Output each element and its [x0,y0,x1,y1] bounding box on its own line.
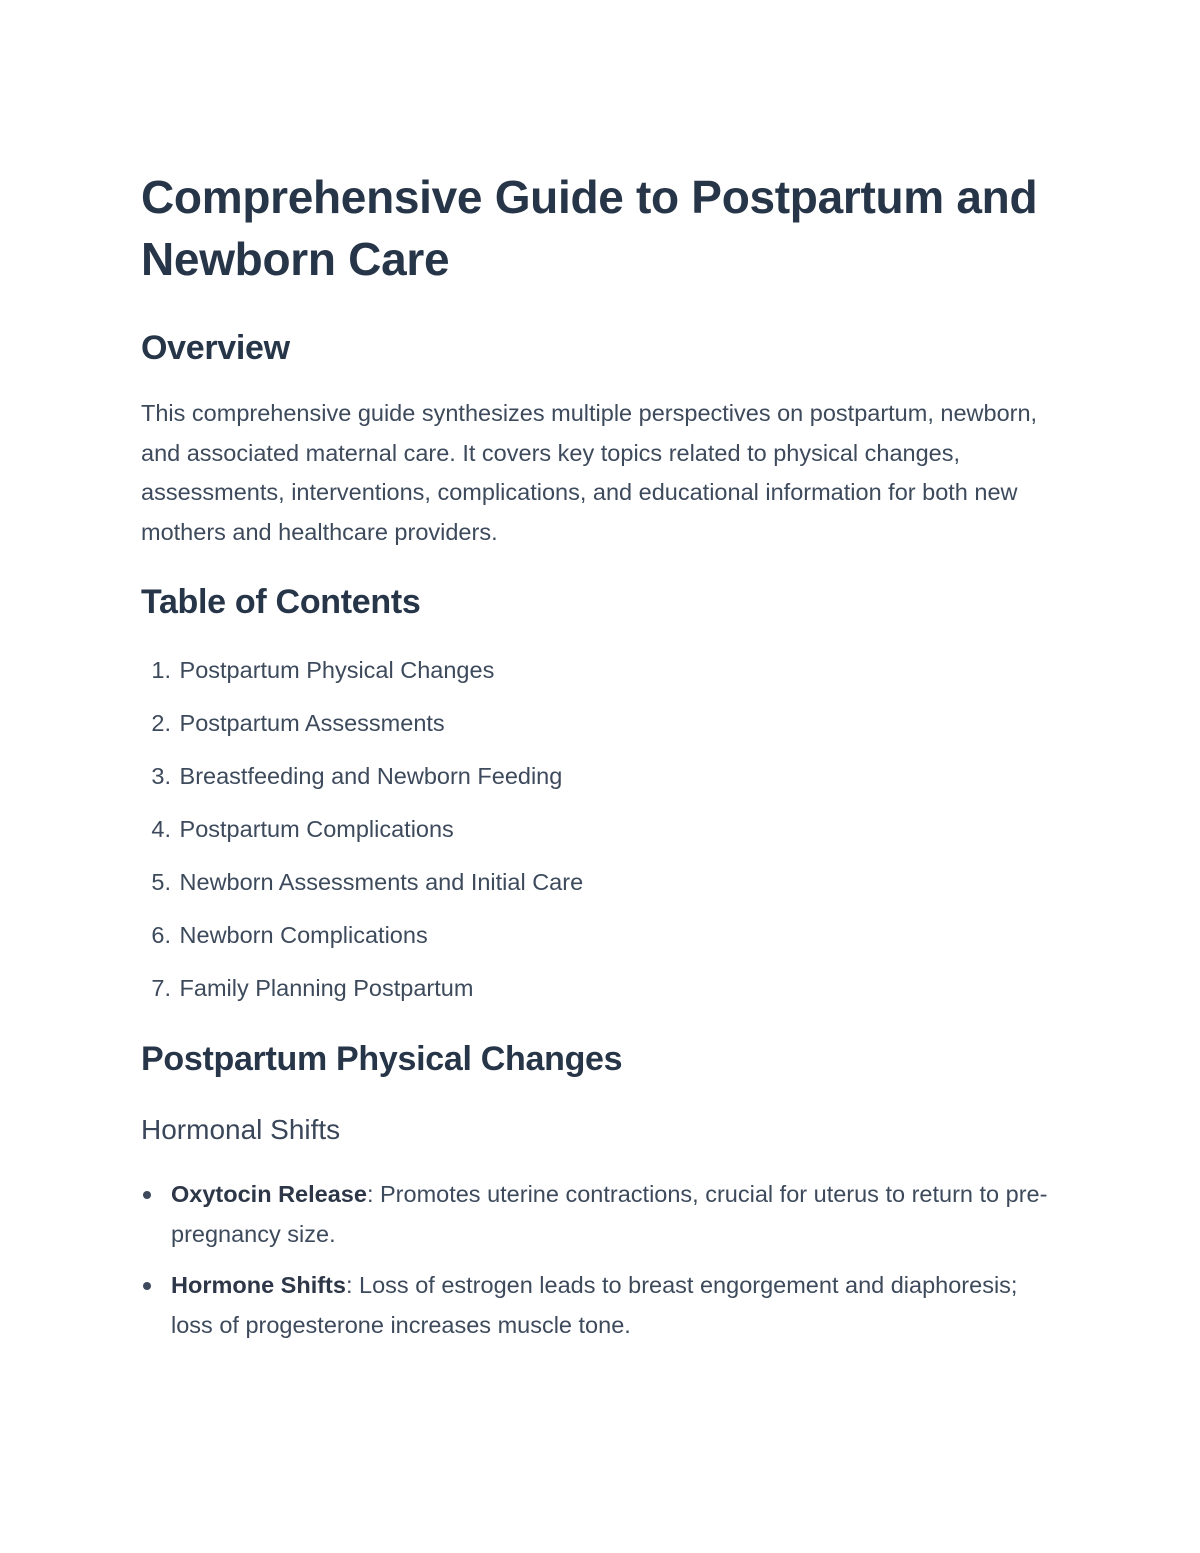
toc-item-number: 7. [151,975,171,1001]
bullet-icon [143,1282,151,1290]
overview-paragraph: This comprehensive guide synthesizes multiple perspectives on postpartum, newborn, and associated maternal care. It covers key topics related to physical changes, assessments, interventions, complications, and educational information for both new mothers and healthcare providers. [141,400,1038,545]
toc-item-label: Newborn Complications [179,922,428,948]
toc-item-number: 5. [151,869,171,895]
toc-item-label: Breastfeeding and Newborn Feeding [179,763,563,789]
toc-item-number: 4. [151,816,171,842]
toc-item-number: 3. [151,763,171,789]
toc-item-label: Postpartum Complications [179,816,454,842]
list-item-text: : Loss of estrogen leads to breast engorgement and diaphoresis; loss of progesterone increases muscle tone. [171,1272,1018,1338]
hormonal-shifts-list [141,1175,1051,1345]
section-heading-physical-changes: Postpartum Physical Changes [141,1040,623,1078]
subsection-heading-hormonal-shifts: Hormonal Shifts [141,1114,341,1145]
toc-item [141,962,1051,1015]
toc-item-label: Postpartum Assessments [179,710,445,736]
list-item-term: Oxytocin Release [171,1181,367,1207]
list-item-text: : Promotes uterine contractions, crucial for uterus to return to pre-pregnancy size. [171,1181,1048,1247]
toc-heading: Table of Contents [141,583,421,621]
bullet-icon [143,1191,151,1199]
toc-item-number: 6. [151,922,171,948]
toc-item [141,856,1051,909]
toc-item-number: 1. [151,657,171,683]
document-page [141,166,1051,1357]
toc-item [141,750,1051,803]
document-title: Comprehensive Guide to Postpartum and Newborn Care [141,171,1038,285]
toc-item-label: Postpartum Physical Changes [179,657,495,683]
toc-item [141,644,1051,697]
toc-item-label: Newborn Assessments and Initial Care [179,869,584,895]
overview-heading: Overview [141,329,290,367]
toc-item [141,909,1051,962]
list-item-term: Hormone Shifts [171,1272,346,1298]
toc-item-number: 2. [151,710,171,736]
table-of-contents [141,644,1051,1015]
list-item [141,1175,1051,1254]
toc-item-label: Family Planning Postpartum [179,975,474,1001]
toc-item [141,697,1051,750]
list-item [141,1266,1051,1345]
toc-item [141,803,1051,856]
